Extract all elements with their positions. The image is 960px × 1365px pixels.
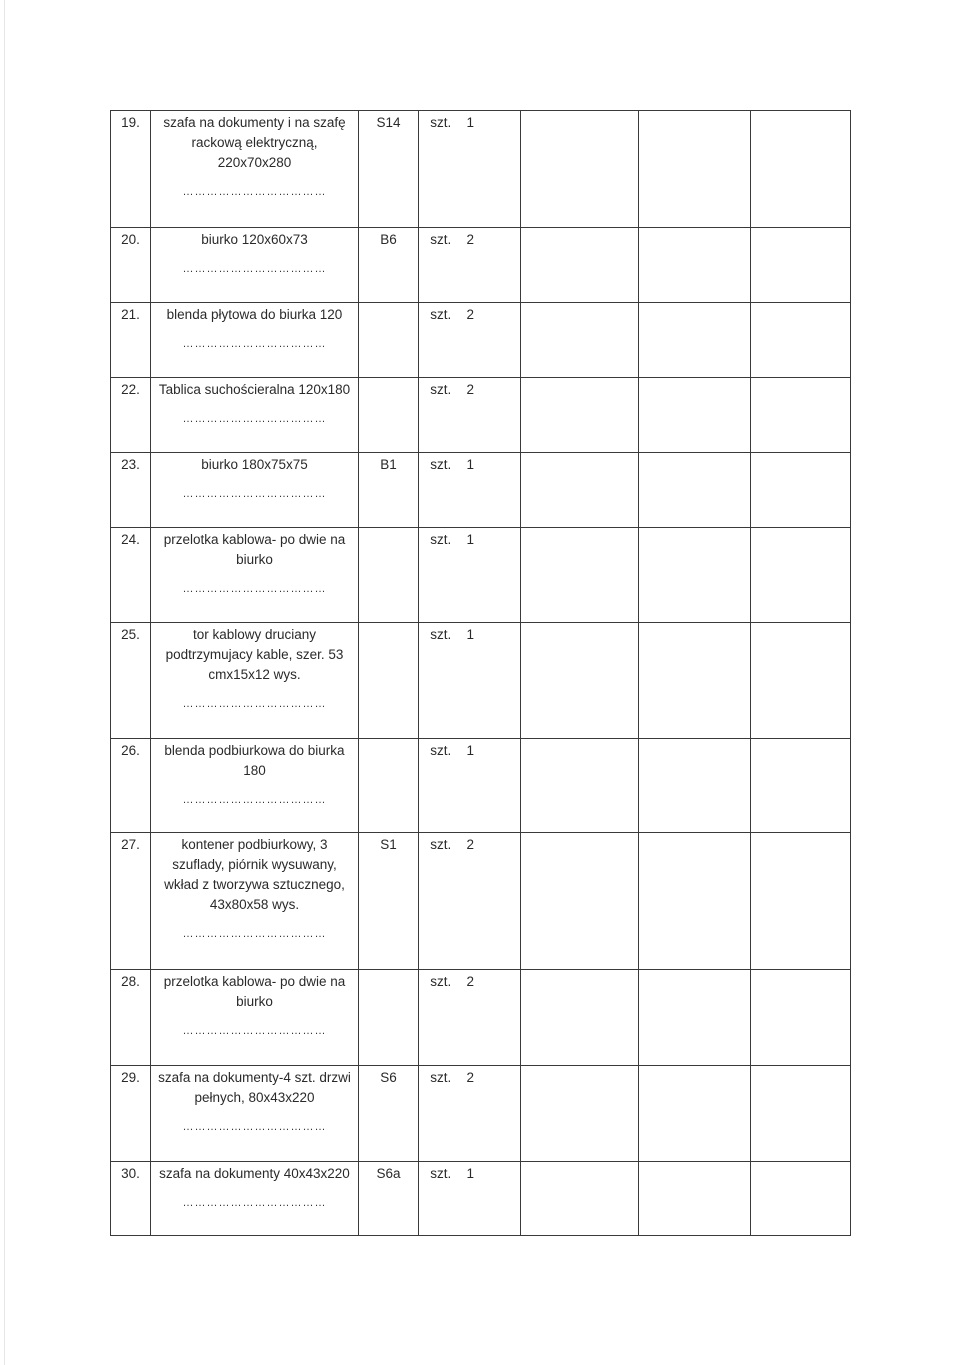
empty-cell-a <box>521 833 639 970</box>
fill-in-dotted-line: ……………………………… <box>182 263 327 275</box>
item-description-cell <box>151 833 359 970</box>
item-number: 22. <box>111 378 151 453</box>
table-row <box>111 111 851 228</box>
empty-cell-a <box>521 111 639 228</box>
empty-cell-b <box>639 378 751 453</box>
item-description-cell <box>151 1066 359 1162</box>
item-unit: szt. <box>419 623 463 739</box>
table-row <box>111 623 851 739</box>
item-quantity: 1 <box>463 739 521 833</box>
empty-cell-b <box>639 111 751 228</box>
item-description: blenda podbiurkowa do biurka 180 <box>164 743 345 778</box>
empty-cell-c <box>751 970 851 1066</box>
item-number: 20. <box>111 228 151 303</box>
empty-cell-c <box>751 111 851 228</box>
item-symbol <box>359 303 419 378</box>
empty-cell-b <box>639 623 751 739</box>
empty-cell-a <box>521 1162 639 1236</box>
item-quantity: 2 <box>463 970 521 1066</box>
empty-cell-c <box>751 833 851 970</box>
item-symbol <box>359 739 419 833</box>
item-description: szafa na dokumenty 40x43x220 <box>159 1166 350 1181</box>
item-unit: szt. <box>419 833 463 970</box>
item-description-cell <box>151 623 359 739</box>
item-quantity: 2 <box>463 1066 521 1162</box>
empty-cell-c <box>751 1066 851 1162</box>
item-description-cell <box>151 739 359 833</box>
item-quantity: 2 <box>463 228 521 303</box>
empty-cell-a <box>521 1066 639 1162</box>
fill-in-dotted-line: ……………………………… <box>182 338 327 350</box>
table-row <box>111 970 851 1066</box>
table-row <box>111 453 851 528</box>
item-symbol: B1 <box>359 453 419 528</box>
item-quantity: 2 <box>463 378 521 453</box>
empty-cell-b <box>639 739 751 833</box>
empty-cell-c <box>751 739 851 833</box>
item-unit: szt. <box>419 1066 463 1162</box>
item-description-cell <box>151 378 359 453</box>
empty-cell-c <box>751 228 851 303</box>
empty-cell-b <box>639 528 751 623</box>
fill-in-dotted-line: ……………………………… <box>182 928 327 940</box>
empty-cell-b <box>639 1162 751 1236</box>
item-number: 21. <box>111 303 151 378</box>
empty-cell-b <box>639 228 751 303</box>
item-description-cell <box>151 1162 359 1236</box>
item-symbol: S6 <box>359 1066 419 1162</box>
item-description: biurko 120x60x73 <box>201 232 308 247</box>
item-description-cell <box>151 970 359 1066</box>
item-description: szafa na dokumenty-4 szt. drzwi pełnych, 80x43x220 <box>158 1070 351 1105</box>
item-symbol <box>359 970 419 1066</box>
fill-in-dotted-line: ……………………………… <box>182 413 327 425</box>
empty-cell-c <box>751 378 851 453</box>
item-description: biurko 180x75x75 <box>201 457 308 472</box>
empty-cell-b <box>639 833 751 970</box>
item-quantity: 2 <box>463 303 521 378</box>
item-description: tor kablowy druciany podtrzymujacy kable, szer. 53 cmx15x12 wys. <box>165 627 344 682</box>
item-description-cell <box>151 453 359 528</box>
item-description-cell <box>151 111 359 228</box>
item-symbol: S6a <box>359 1162 419 1236</box>
item-description-cell <box>151 528 359 623</box>
empty-cell-a <box>521 378 639 453</box>
item-number: 25. <box>111 623 151 739</box>
fill-in-dotted-line: ……………………………… <box>182 1121 327 1133</box>
table-row <box>111 228 851 303</box>
item-description: blenda płytowa do biurka 120 <box>166 307 343 322</box>
empty-cell-a <box>521 228 639 303</box>
empty-cell-b <box>639 970 751 1066</box>
item-unit: szt. <box>419 303 463 378</box>
table-row <box>111 378 851 453</box>
item-number: 30. <box>111 1162 151 1236</box>
item-description: przelotka kablowa- po dwie na biurko <box>163 974 346 1009</box>
empty-cell-b <box>639 1066 751 1162</box>
item-number: 28. <box>111 970 151 1066</box>
empty-cell-b <box>639 303 751 378</box>
empty-cell-c <box>751 453 851 528</box>
item-number: 19. <box>111 111 151 228</box>
item-description: kontener podbiurkowy, 3 szuflady, piórnik wysuwany, wkład z tworzywa sztucznego, 43x80x58 wys. <box>164 837 345 912</box>
item-unit: szt. <box>419 1162 463 1236</box>
empty-cell-a <box>521 623 639 739</box>
item-description: szafa na dokumenty i na szafę rackową elektryczną, 220x70x280 <box>163 115 346 170</box>
item-unit: szt. <box>419 453 463 528</box>
table-row <box>111 833 851 970</box>
item-unit: szt. <box>419 739 463 833</box>
item-unit: szt. <box>419 378 463 453</box>
fill-in-dotted-line: ……………………………… <box>182 1197 327 1209</box>
item-number: 29. <box>111 1066 151 1162</box>
empty-cell-a <box>521 453 639 528</box>
item-quantity: 2 <box>463 833 521 970</box>
item-description: Tablica suchościeralna 120x180 <box>158 382 351 397</box>
empty-cell-c <box>751 528 851 623</box>
item-unit: szt. <box>419 528 463 623</box>
fill-in-dotted-line: ……………………………… <box>182 698 327 710</box>
item-number: 24. <box>111 528 151 623</box>
item-number: 23. <box>111 453 151 528</box>
fill-in-dotted-line: ……………………………… <box>182 1025 327 1037</box>
table-row <box>111 1162 851 1236</box>
item-symbol: S1 <box>359 833 419 970</box>
item-quantity: 1 <box>463 1162 521 1236</box>
item-symbol: B6 <box>359 228 419 303</box>
empty-cell-c <box>751 623 851 739</box>
fill-in-dotted-line: ……………………………… <box>182 186 327 198</box>
item-symbol <box>359 528 419 623</box>
item-number: 27. <box>111 833 151 970</box>
item-description: przelotka kablowa- po dwie na biurko <box>163 532 346 567</box>
scan-edge-line <box>4 0 5 1365</box>
table-row <box>111 528 851 623</box>
fill-in-dotted-line: ……………………………… <box>182 488 327 500</box>
item-unit: szt. <box>419 111 463 228</box>
item-quantity: 1 <box>463 111 521 228</box>
item-unit: szt. <box>419 970 463 1066</box>
empty-cell-c <box>751 303 851 378</box>
fill-in-dotted-line: ……………………………… <box>182 583 327 595</box>
table-row <box>111 739 851 833</box>
empty-cell-a <box>521 970 639 1066</box>
item-description-cell <box>151 228 359 303</box>
item-quantity: 1 <box>463 623 521 739</box>
table-row <box>111 1066 851 1162</box>
item-description-cell <box>151 303 359 378</box>
fill-in-dotted-line: ……………………………… <box>182 794 327 806</box>
furniture-specification-table <box>110 110 851 1236</box>
item-number: 26. <box>111 739 151 833</box>
item-symbol: S14 <box>359 111 419 228</box>
item-unit: szt. <box>419 228 463 303</box>
item-symbol <box>359 378 419 453</box>
table-row <box>111 303 851 378</box>
empty-cell-a <box>521 303 639 378</box>
item-quantity: 1 <box>463 453 521 528</box>
empty-cell-b <box>639 453 751 528</box>
empty-cell-a <box>521 528 639 623</box>
item-symbol <box>359 623 419 739</box>
item-quantity: 1 <box>463 528 521 623</box>
empty-cell-a <box>521 739 639 833</box>
empty-cell-c <box>751 1162 851 1236</box>
